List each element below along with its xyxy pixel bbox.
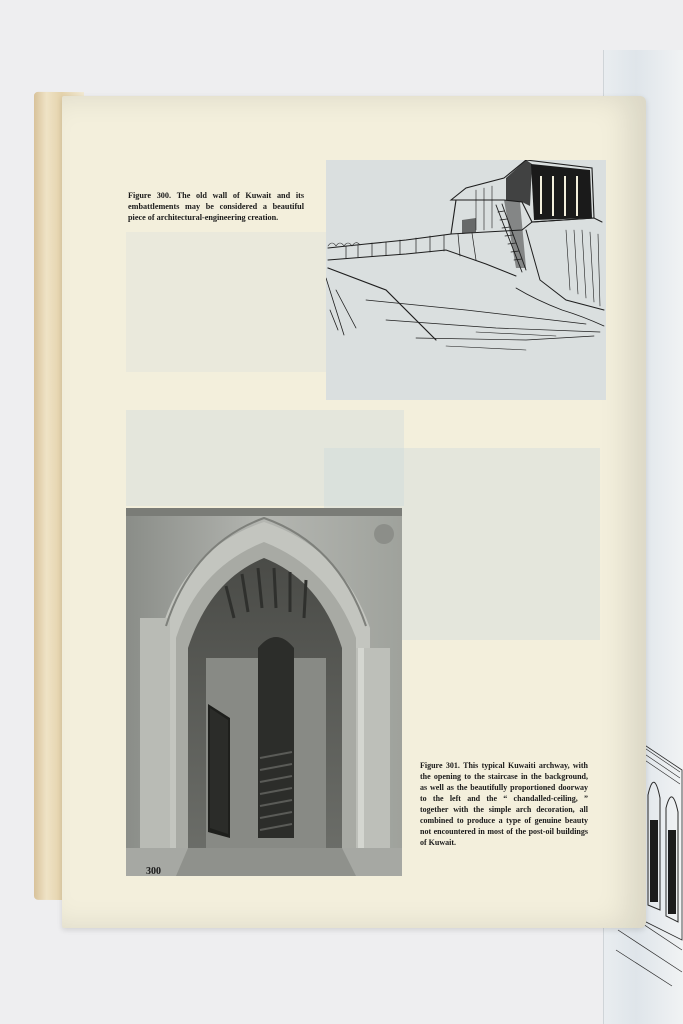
figure-300-label: Figure 300. bbox=[128, 191, 172, 200]
figure-300-sketch bbox=[326, 160, 606, 400]
show-through-block bbox=[126, 232, 326, 372]
page-number: 300 bbox=[146, 866, 161, 877]
figure-301-text: This typical Kuwaiti archway, with the opening to the staircase in the background, as well as the beautifully proportioned doorway to the left and the “ chandalled-ceiling, ” together with the simple arch decoration, all combined to produce a type of genuine beauty not encountered in most of the post-oil buildings of Kuwait. bbox=[420, 761, 589, 847]
figure-300-text: The old wall of Kuwait and its embattlements may be considered a beautiful piece of architectural-engineering creation. bbox=[128, 191, 305, 222]
old-wall-drawing bbox=[326, 160, 606, 400]
archway-photo bbox=[126, 508, 402, 876]
figure-301-caption bbox=[420, 760, 588, 848]
figure-301-photo bbox=[126, 508, 402, 876]
figure-300-caption bbox=[128, 190, 304, 223]
figure-301-label: Figure 301. bbox=[420, 761, 460, 770]
